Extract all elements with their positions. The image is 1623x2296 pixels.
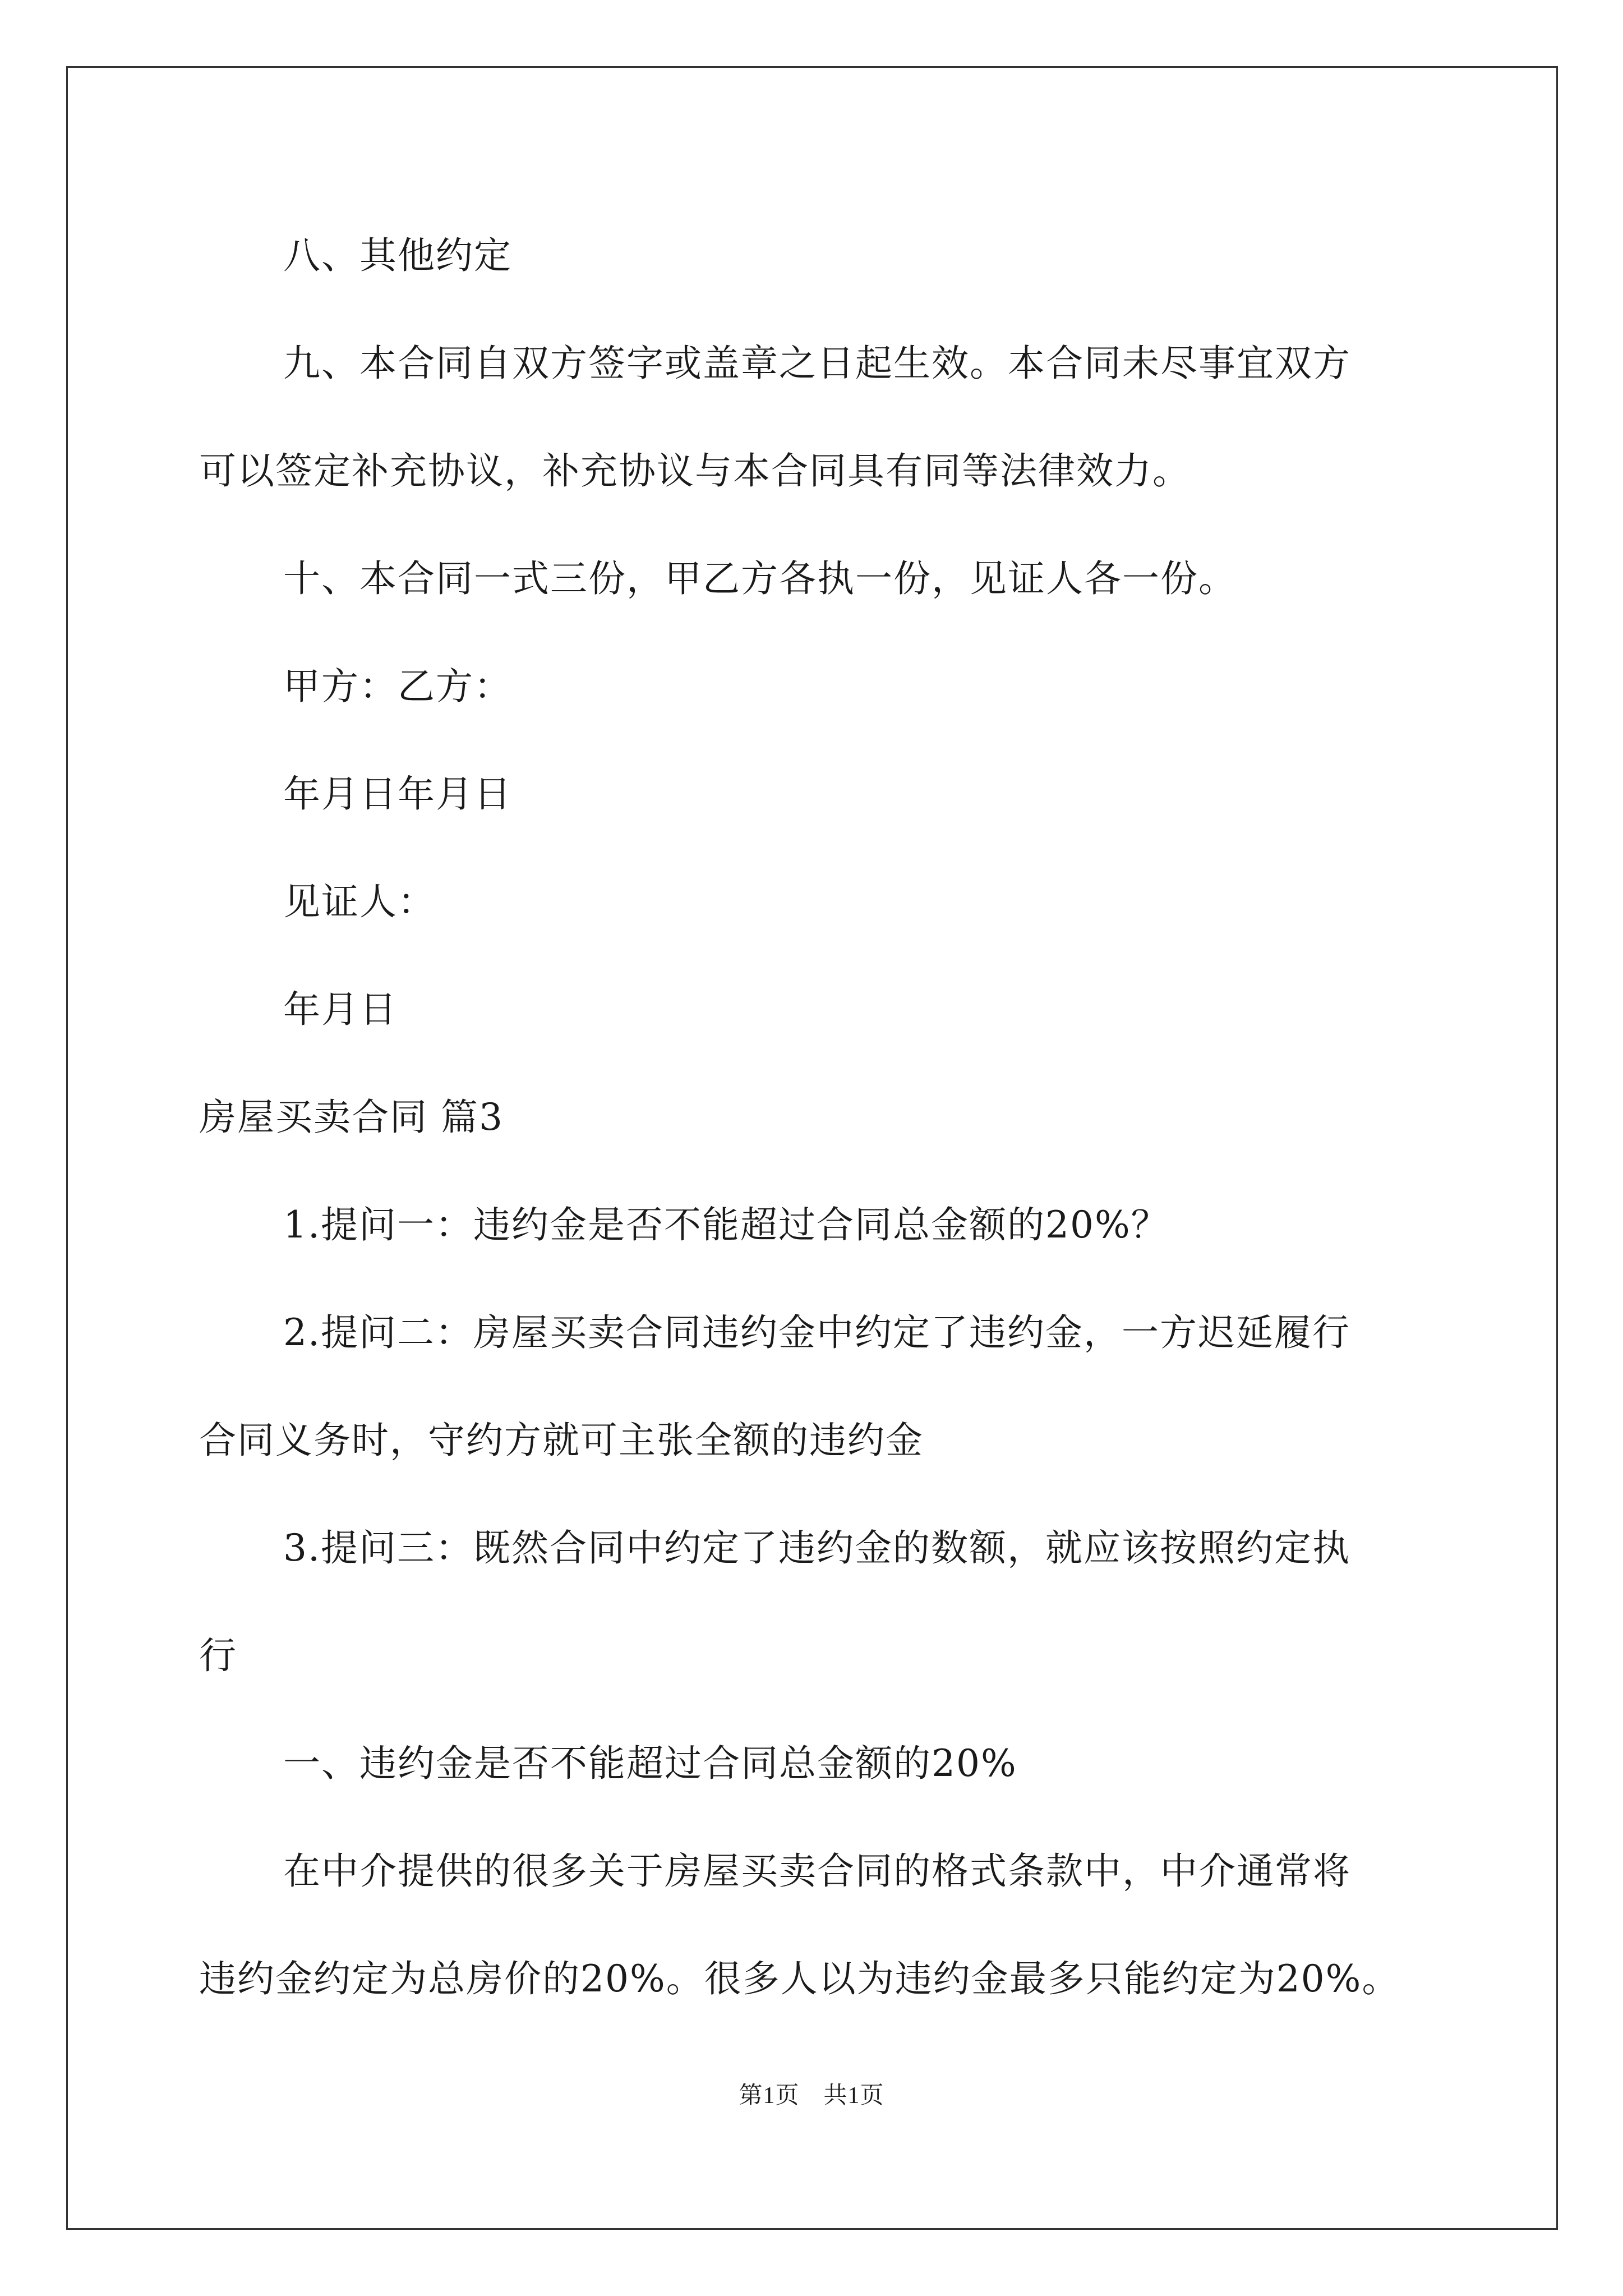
paragraph: 违约金约定为总房价的20%。很多人以为违约金最多只能约定为20%。 (199, 1957, 1400, 2000)
document-body (199, 202, 1433, 2033)
paragraph: 1.提问一：违约金是否不能超过合同总金额的20%？ (283, 1203, 1169, 1246)
paragraph: 年月日 (283, 988, 398, 1031)
paragraph: 甲方：乙方： (283, 665, 512, 708)
paragraph: 一、违约金是否不能超过合同总金额的20% (283, 1742, 1017, 1785)
paragraph: 十、本合同一式三份，甲乙方各执一份，见证人各一份。 (283, 557, 1237, 600)
paragraph: 合同义务时，守约方就可主张全额的违约金 (199, 1419, 924, 1462)
paragraph: 在中介提供的很多关于房屋买卖合同的格式条款中，中介通常将 (283, 1849, 1351, 1893)
paragraph: 八、其他约定 (283, 234, 512, 277)
paragraph: 3.提问三：既然合同中约定了违约金的数额，就应该按照约定执 (283, 1526, 1350, 1570)
paragraph: 九、本合同自双方签字或盖章之日起生效。本合同未尽事宜双方 (283, 342, 1351, 385)
paragraph: 年月日年月日 (283, 772, 512, 816)
paragraph: 可以签定补充协议，补充协议与本合同具有同等法律效力。 (199, 449, 1191, 493)
paragraph: 见证人： (283, 880, 436, 923)
page-number-footer: 第1页 共1页 (739, 2083, 884, 2109)
paragraph: 2.提问二：房屋买卖合同违约金中约定了违约金，一方迟延履行 (283, 1311, 1350, 1354)
section-heading: 房屋买卖合同 篇3 (199, 1096, 504, 1139)
paragraph: 行 (199, 1634, 237, 1677)
